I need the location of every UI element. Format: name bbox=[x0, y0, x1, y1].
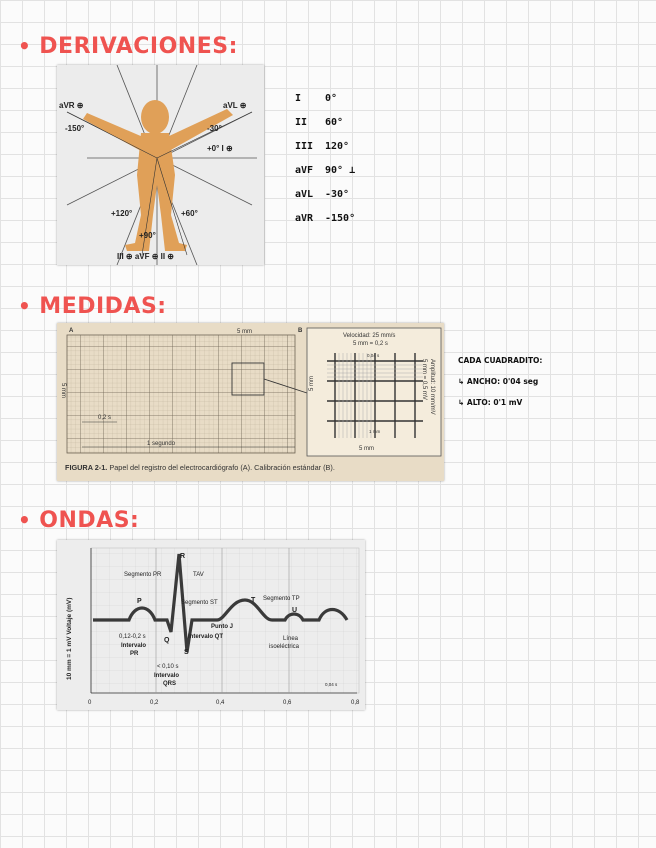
label-seg-pr: Segmento PR bbox=[124, 572, 162, 578]
wave-q: Q bbox=[164, 637, 170, 644]
label-1mm: 1 mm bbox=[369, 429, 381, 434]
caption-bold: FIGURA 2-1. bbox=[65, 463, 108, 472]
label-tav: TAV bbox=[193, 572, 204, 578]
paper-notes bbox=[458, 356, 542, 419]
label-1-segundo: 1 segundo bbox=[147, 441, 176, 447]
x-tick: 0,4 bbox=[216, 700, 225, 706]
heading-derivaciones bbox=[18, 34, 238, 59]
x-tick: 0 bbox=[88, 700, 92, 706]
label-punto-j: Punto J bbox=[211, 624, 233, 630]
paper-figure bbox=[57, 323, 444, 481]
leads-figure bbox=[57, 65, 264, 265]
x-tick: 0,2 bbox=[150, 700, 159, 706]
lead-angle: -150° bbox=[325, 212, 356, 224]
lead-name: II bbox=[295, 116, 308, 128]
label-004s: 0,04 s bbox=[325, 682, 338, 687]
label-speed: Velocidad: 25 mm/s bbox=[343, 333, 396, 339]
lead-name: I bbox=[295, 92, 302, 104]
lead-angle: 90° ⊥ bbox=[325, 164, 356, 176]
lead-angle: 120° bbox=[325, 140, 350, 152]
label-isoelectrica: isoeléctrica bbox=[269, 644, 300, 650]
heading-text: MEDIDAS: bbox=[39, 294, 167, 319]
label-seg-st: Segmento ST bbox=[181, 600, 218, 606]
label-pr: PR bbox=[130, 651, 139, 657]
note-alto-row bbox=[458, 398, 542, 419]
leads-notes bbox=[295, 86, 355, 230]
lead-name: aVF bbox=[295, 164, 314, 176]
lead-name: III bbox=[295, 140, 314, 152]
label-intervalo-pr: Intervalo bbox=[121, 643, 147, 649]
label-b: B bbox=[298, 328, 303, 334]
arrow-icon: ↳ bbox=[458, 377, 467, 386]
lead-note bbox=[295, 110, 355, 134]
bullet-dot: • bbox=[18, 294, 32, 318]
bullet-dot: • bbox=[18, 34, 32, 58]
label-avl: aVL ⊕ bbox=[223, 101, 247, 110]
wave-ylabel: 10 mm = 1 mV Voltaje (mV) bbox=[66, 597, 73, 680]
label-side-5mm: 5 mm bbox=[309, 376, 315, 391]
label-p120: +120° bbox=[111, 209, 133, 218]
note-ancho-row bbox=[458, 377, 542, 398]
label-5mm-vertical: 5 mm bbox=[60, 383, 66, 398]
wave-t: T bbox=[251, 597, 256, 604]
x-tick: 0,6 bbox=[283, 700, 292, 706]
caption-rest: Papel del registro del electrocardiógrafo (A). Calibración estándar (B). bbox=[107, 463, 335, 472]
lead-note bbox=[295, 158, 355, 182]
wave-s: S bbox=[184, 649, 189, 656]
ecg-wave-diagram bbox=[57, 540, 365, 710]
label-bottom-leads: III ⊕ aVF ⊕ II ⊕ bbox=[117, 252, 175, 261]
wave-r: R bbox=[180, 553, 186, 560]
heading-medidas bbox=[18, 294, 167, 319]
figure-caption bbox=[65, 463, 335, 472]
lead-note bbox=[295, 206, 355, 230]
label-02s: 0,2 s bbox=[98, 415, 112, 421]
label-5mm: 5 mm bbox=[237, 329, 252, 335]
label-m150: -150° bbox=[65, 124, 85, 133]
label-amplitude: Amplitud: 10 mm/mV bbox=[429, 359, 435, 415]
lead-angle: 60° bbox=[325, 116, 344, 128]
label-seg-tp: Segmento TP bbox=[263, 596, 300, 602]
label-p90: +90° bbox=[139, 231, 156, 240]
label-p60: +60° bbox=[181, 209, 198, 218]
lead-name: aVL bbox=[295, 188, 314, 200]
label-a: A bbox=[69, 328, 74, 334]
lead-angle: 0° bbox=[325, 92, 338, 104]
label-004s: 0,04 s bbox=[367, 353, 380, 358]
label-amp-detail: 5 mm = 0,5 mV bbox=[421, 359, 427, 400]
leads-diagram bbox=[57, 65, 264, 265]
label-pr-value: 0,12-0,2 s bbox=[119, 634, 146, 640]
heading-text: DERIVACIONES: bbox=[39, 34, 238, 59]
label-m30: -30° bbox=[207, 124, 222, 133]
lead-note bbox=[295, 134, 355, 158]
label-speed-detail: 5 mm = 0,2 s bbox=[353, 341, 388, 347]
x-tick: 0,8 bbox=[351, 700, 360, 706]
note-alto: ALTO: 0'1 mV bbox=[466, 398, 523, 407]
lead-angle: -30° bbox=[325, 188, 350, 200]
arrow-icon: ↳ bbox=[458, 398, 467, 407]
note-ancho: ANCHO: 0'04 seg bbox=[466, 377, 539, 386]
label-intervalo-qrs: Intervalo bbox=[154, 673, 180, 679]
label-qrs-value: < 0,10 s bbox=[157, 664, 179, 670]
label-zero: +0° I ⊕ bbox=[207, 144, 233, 153]
lead-note bbox=[295, 182, 355, 206]
lead-name: aVR bbox=[295, 212, 314, 224]
ecg-paper-diagram bbox=[57, 323, 444, 481]
label-linea: Línea bbox=[283, 636, 299, 642]
wave-p: P bbox=[137, 598, 142, 605]
label-qrs: QRS bbox=[163, 681, 177, 687]
heading-text: ONDAS: bbox=[39, 508, 140, 533]
notes-title: CADA CUADRADITO: bbox=[458, 356, 543, 365]
heading-ondas bbox=[18, 508, 139, 533]
bullet-dot: • bbox=[18, 508, 32, 532]
label-intervalo-qt: Intervalo QT bbox=[188, 634, 224, 640]
lead-note bbox=[295, 86, 355, 110]
label-bottom-5mm: 5 mm bbox=[359, 446, 374, 452]
wave-u: U bbox=[292, 607, 298, 614]
label-avr: aVR ⊕ bbox=[59, 101, 84, 110]
wave-figure bbox=[57, 540, 365, 710]
